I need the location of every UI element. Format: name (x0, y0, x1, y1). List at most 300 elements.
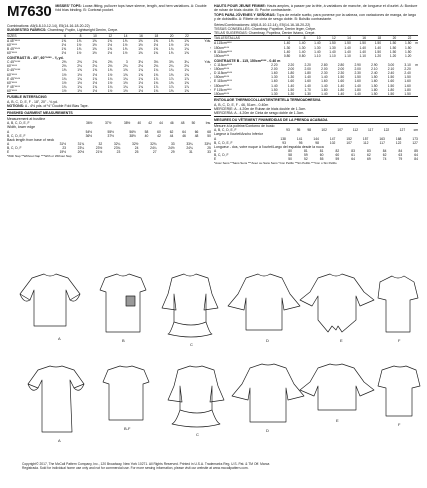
table-cell: 60"**** (7, 64, 17, 69)
table-cell: 2.00 (287, 67, 295, 72)
table-cell: 1.40 (314, 49, 321, 54)
table-cell: 1.80 (304, 71, 311, 76)
table-cell: 1¾ (123, 76, 128, 81)
table-cell: 10 (81, 33, 96, 38)
yardage-table-1 (7, 33, 211, 55)
table-cell: 1.50 (344, 41, 351, 46)
table-cell: 1.40 (374, 45, 382, 50)
table-cell: 80 (288, 149, 292, 154)
nap-note-en: *With Nap **Without Nap ***With or Without Nap (7, 154, 72, 159)
table-cell: A (214, 136, 217, 141)
table-cell: 1½ (107, 72, 113, 77)
table-cell: 102 (321, 128, 327, 133)
table-cell: 62 (169, 129, 174, 134)
table-cell: 60 (319, 153, 324, 158)
table-cell: 138 (280, 136, 286, 141)
view-e-back-drawing (300, 364, 374, 410)
table-cell: 48 (194, 133, 199, 138)
copyright-footer (22, 462, 422, 470)
table-cell: 2.10 (371, 67, 378, 72)
table-cell: 23 (116, 150, 121, 155)
metric-table-1 (214, 35, 418, 57)
back-length-heading: Back length from base of neck (7, 137, 55, 142)
table-cell: 1¾ (92, 76, 98, 81)
table-cell: 1½ (61, 50, 67, 55)
table-cell: 1½ (61, 72, 67, 77)
description-en: MISSES' TOPS: Loose-fitting, pullover tops have sleeve, length, and hem variations. A: Double fold bias binding. B: Contrast pocket. (55, 4, 207, 13)
table-cell: 27 (152, 150, 157, 155)
table-cell: 1⅝ (61, 46, 67, 51)
table-cell: 1½ (92, 88, 98, 93)
table-cell: 1.40 (359, 49, 366, 54)
table-cell: 1⅝ (107, 68, 113, 73)
table-cell: 1½ (123, 88, 128, 93)
table-cell: B 115cm**** (214, 49, 232, 54)
table-cell: 1.50 (329, 41, 336, 46)
table-cell: 55 (319, 157, 324, 162)
contraste-b-label: CONTRASTE B - 115, 150cm**** - 0.40 m (214, 58, 281, 63)
view-label-4: D (266, 338, 269, 343)
table-cell: 127 (412, 140, 418, 145)
table-cell: 2.80 (337, 63, 345, 68)
table-cell: Yds. (204, 60, 211, 65)
table-cell: " (209, 50, 211, 55)
table-cell: 1⅝ (184, 38, 189, 43)
table-cell: 3⅛ (153, 60, 159, 65)
table-cell: 1.20 (374, 53, 382, 58)
table-cell: 1⅝ (138, 38, 143, 43)
table-cell: 3⅛ (138, 60, 144, 65)
view-label-9: C (196, 432, 199, 437)
table-cell: 1.30 (271, 75, 278, 80)
table-cell: 1.60 (304, 79, 311, 84)
table-cell: 31¾ (77, 142, 85, 146)
table-cell: 1.30 (304, 91, 311, 96)
table-cell: 1.80 (321, 87, 328, 92)
table-cell: 32 (98, 142, 103, 146)
table-cell: 8 (66, 33, 81, 38)
table-cell: 150cm**** (214, 75, 230, 80)
table-cell (411, 92, 418, 96)
table-cell: 1⅝ (153, 38, 159, 43)
table-cell: 0.80 (283, 53, 291, 58)
table-cell: 1¾ (61, 76, 67, 81)
table-cell: 48 (180, 121, 185, 126)
table-cell: 1½ (92, 72, 98, 77)
copyright-line-1: Copyright© 2017, The McCall Pattern Company, Inc., 120 Broadway, New York 10271. All Rights Reserved. Printed in U.S.A. Trademarks Reg. U.S. Pat. & TM Off. Marca (22, 462, 270, 466)
table-cell: " (209, 80, 211, 85)
table-cell: 1.50 (389, 45, 397, 50)
table-cell: 1⅝ (153, 88, 159, 93)
table-cell: 1½ (153, 42, 159, 47)
table-cell: 2.20 (287, 63, 295, 68)
view-label-3: C (190, 342, 193, 347)
table-cell: 1½ (76, 50, 82, 55)
table-cell: cm (413, 128, 418, 133)
table-cell: 173 (412, 136, 418, 141)
table-cell: 1½ (107, 50, 113, 55)
table-cell: 1⅝ (123, 68, 128, 73)
table-cell: 1⅝ (138, 50, 143, 55)
table-cell: 1.70 (304, 87, 311, 92)
table-cell: 74 (382, 157, 387, 162)
table-cell: 117 (368, 128, 374, 133)
table-cell: 19½ (59, 150, 66, 155)
technical-drawings (0, 260, 427, 460)
table-cell: F 115cm**** (214, 87, 232, 92)
interfacing-text: A, B, C, D, E, F - 18", 20" - ⅛ yd. (7, 99, 58, 104)
view-label-2: B (122, 338, 125, 343)
table-cell: 1.10 (329, 53, 336, 58)
table-cell: 81 (319, 149, 324, 154)
table-cell: 1.40 (304, 83, 311, 88)
table-cell: 14 (336, 36, 351, 41)
table-cell: 1⅝ (122, 46, 128, 51)
largeur-table (214, 137, 418, 145)
table-cell: 1¾ (123, 84, 128, 89)
table-cell: 2.00 (354, 67, 361, 72)
table-cell: 1.50 (287, 87, 295, 92)
table-cell: 16 (351, 36, 366, 41)
view-label-6: F (398, 338, 401, 343)
longueur-table (214, 149, 418, 161)
yardage-table-2 (7, 60, 211, 93)
table-cell: 18 (366, 36, 381, 41)
table-cell: 1½ (138, 42, 143, 47)
table-cell: 2.20 (304, 63, 311, 68)
view-d-back-drawing (232, 364, 304, 422)
table-cell: 1⅝ (123, 72, 128, 77)
table-cell: 60"**** (7, 50, 17, 55)
table-cell: 37½ (107, 133, 114, 138)
table-cell: 84 (382, 149, 387, 154)
table-cell: 61 (351, 153, 355, 158)
table-cell: 1½ (76, 42, 82, 47)
longueur-heading: Longueur - dos, votre nuque à l'ourlet/Largo del espalda desde la nuca (214, 144, 324, 149)
view-label-8: B-F (124, 426, 131, 431)
table-cell: 122 (383, 128, 390, 133)
table-cell: 23¼ (77, 146, 85, 151)
table-cell: 64 (351, 157, 355, 162)
table-cell: 2⅜ (77, 60, 82, 65)
table-row (7, 89, 211, 93)
table-cell: 1.40 (354, 91, 361, 96)
table-cell: 1⅞ (184, 84, 189, 89)
table-cell: 1⅝ (168, 50, 174, 55)
table-cell: 50 (191, 121, 196, 126)
table-cell: 1.50 (374, 41, 382, 46)
table-cell: 1⅞ (169, 84, 174, 89)
table-cell: 1.40 (359, 45, 366, 50)
table-cell: 1.30 (283, 45, 291, 50)
table-cell: 20½ (77, 150, 85, 155)
table-cell: D 45"**** (7, 68, 21, 73)
table-cell: 1⅝ (168, 38, 174, 43)
table-cell: 20 (381, 36, 396, 41)
entoilage-heading: ENTOILAGE THERMOCOLLANT/ENTRETELA TERMOADHESIVA (214, 98, 321, 103)
table-cell: 1.40 (354, 83, 361, 88)
table-cell: 64 (182, 129, 186, 134)
table-cell: 12 (97, 33, 112, 38)
table-cell: 1.60 (404, 83, 411, 88)
table-cell: 1¾ (184, 68, 189, 73)
table-cell: 32¼ (113, 142, 121, 146)
table-cell: " (209, 84, 211, 89)
view-f-back-drawing (378, 366, 420, 416)
table-cell: 107 (346, 140, 352, 145)
table-cell: 2⅛ (123, 64, 128, 69)
table-cell: 2¼ (169, 64, 174, 69)
table-cell: 62 (382, 153, 387, 158)
table-cell: 1¾ (92, 84, 98, 89)
table-cell: 1.60 (321, 79, 328, 84)
table-cell: 1.40 (298, 41, 306, 46)
table-cell: 29 (170, 150, 175, 155)
view-c-back-drawing (168, 366, 224, 427)
table-cell: 1.50 (271, 87, 278, 92)
table-cell: 21½ (95, 150, 103, 155)
table-cell: 1⅞ (184, 76, 189, 81)
table-cell: 46 (169, 121, 174, 126)
table-cell: 1⅝ (77, 68, 82, 73)
view-label-12: F (398, 422, 401, 427)
table-cell: 1.30 (287, 91, 295, 96)
table-cell: 1.50 (337, 75, 345, 80)
view-d-front-drawing (228, 274, 300, 330)
table-cell: B, C, D, E, F (214, 140, 233, 145)
table-cell: 1¾ (107, 84, 113, 89)
table-cell: 1⅝ (169, 72, 174, 77)
table-cell: 1⅝ (169, 80, 174, 85)
table-cell: 95 (298, 140, 303, 145)
left-column (7, 4, 211, 159)
mercerie: MERCERIE: A - 4.20m de Ruban de biais double de 1.3cm. (214, 106, 307, 111)
combinations-fr-es: Séries/Combinaciones: A5(6-8-10-12-14), E5(14-16-18-20-22) (214, 22, 311, 27)
table-cell: 2.20 (271, 63, 278, 68)
table-cell: 1⅝ (61, 38, 67, 43)
table-cell: 1.40 (321, 91, 328, 96)
table-cell: 63 (398, 153, 403, 158)
table-cell: B, C, D, F (214, 153, 229, 158)
table-cell: 1.40 (314, 41, 321, 46)
table-cell: 1.40 (344, 45, 351, 50)
bust-heading: Measurement at bustline (7, 116, 46, 121)
table-cell: 59 (335, 157, 340, 162)
table-cell: 81 (303, 149, 308, 154)
table-cell: 1⅝ (76, 46, 82, 51)
table-cell: A 115cm**** (214, 41, 232, 46)
table-cell: 1.40 (283, 41, 291, 46)
table-cell: 1.80 (337, 87, 345, 92)
table-cell: 1.50 (404, 41, 412, 46)
table-cell: 40 (137, 121, 142, 126)
table-cell: 60"**** (7, 88, 17, 93)
table-cell: 107 (337, 128, 343, 133)
table-cell: 1.20 (389, 53, 397, 58)
table-cell: 1.10 (314, 53, 321, 58)
table-cell: 38½ (129, 133, 136, 138)
table-cell: 1½ (138, 80, 144, 85)
table-cell: 79 (398, 157, 403, 162)
table-cell: 60"**** (7, 72, 17, 77)
view-label-11: E (336, 418, 339, 423)
table-cell: 1.50 (404, 75, 411, 80)
table-cell: 93 (286, 128, 290, 133)
table-cell: 1.40 (298, 49, 306, 54)
table-cell: 3.10 (404, 63, 411, 68)
table-cell: 2⅜ (61, 60, 67, 65)
table-cell: A (7, 142, 10, 146)
merceria: MERCERÍA: A - 4.20m de Cinta de sesgo doble de 1.3cm. (214, 111, 305, 116)
table-cell: 2⅛ (107, 64, 113, 69)
notions-en: NOTIONS: A - 4½ yds. of ½" Double Fold Bias Tape. (7, 103, 89, 108)
table-cell (411, 54, 418, 58)
table-cell: 2⅛ (61, 64, 67, 69)
table-cell: A, B, C, D, E, F (214, 128, 237, 133)
poitrine-heading: Mesure à la poitrine/Contorno de busto (214, 124, 275, 129)
table-cell: F 45"**** (7, 84, 20, 89)
table-cell: 1¾ (168, 46, 174, 51)
table-cell: 1¾ (61, 84, 67, 89)
entoilage-text: A, B, C, D, E, F - 46, 51cm - 0.40m (214, 102, 269, 107)
table-cell: 22 (174, 33, 189, 38)
table-cell: 1½ (138, 88, 144, 93)
table-cell: 33 (207, 150, 211, 155)
table-cell: 1⅝ (153, 50, 159, 55)
table-cell: 1.80 (354, 87, 361, 92)
table-cell: 44 (169, 133, 174, 138)
table-cell: 33 (170, 142, 175, 146)
table-cell: 1⅝ (169, 88, 174, 93)
table-cell: 1.60 (287, 79, 295, 84)
largeur-heading: Largeur à l'ourlet/Ancho Inferior (214, 132, 263, 137)
table-cell: 150cm**** (214, 45, 230, 50)
table-cell: 1¾ (77, 84, 82, 89)
table-cell: 1.40 (329, 49, 336, 54)
table-cell: " (209, 68, 211, 73)
table-cell: 1½ (92, 50, 97, 55)
table-cell: 1.50 (387, 91, 395, 96)
table-cell: 0.80 (298, 53, 306, 58)
table-cell: 1⅝ (184, 80, 189, 85)
table-cell: 150cm**** (214, 67, 230, 72)
table-cell: 38½ (123, 121, 131, 126)
metric-table-2 (214, 63, 418, 96)
table-cell: 122 (395, 140, 402, 145)
table-cell: 2.00 (271, 67, 278, 72)
table-cell: 1.50 (371, 83, 378, 88)
table-cell: 25 (207, 146, 211, 151)
table-cell: 50 (288, 157, 292, 162)
table-cell: 2.90 (371, 63, 378, 68)
table-cell: 1.50 (387, 83, 395, 88)
table-cell: 85 (414, 149, 418, 154)
table-cell: 83 (366, 149, 371, 154)
table-cell: 54½ (85, 129, 93, 134)
table-cell: 2⅛ (92, 64, 98, 69)
table-cell: 2.00 (337, 67, 345, 72)
table-cell: 46 (182, 133, 186, 138)
width-heading: Width, lower edge (7, 125, 36, 130)
view-f-front-drawing (378, 276, 418, 332)
table-cell: 1.50 (354, 75, 361, 80)
table-cell: 102 (329, 140, 336, 145)
table-cell: 1¾ (138, 84, 144, 89)
table-cell: 163 (379, 136, 385, 141)
table-cell: 127 (399, 128, 406, 133)
table-cell: 1.50 (389, 41, 397, 46)
table-cell: 1⅝ (76, 38, 82, 43)
table-cell: " (209, 88, 211, 93)
table-cell: 42 (157, 133, 161, 138)
table-cell: 1.40 (344, 49, 351, 54)
table-cell: SIZES (7, 33, 51, 38)
mesures-heading: MESURES DU VÊTEMENT FINI/MEDIDAS DE LA PRENDA ACABADA (214, 117, 328, 122)
table-cell: 112 (363, 140, 369, 145)
table-cell: 1.50 (359, 41, 366, 46)
table-cell: 1¾ (138, 76, 144, 81)
back-length-table (7, 142, 211, 154)
table-cell: 1.50 (404, 45, 412, 50)
table-cell: 1½ (122, 50, 128, 55)
finished-measurements-heading: FINISHED GARMENT MEASUREMENTS (7, 110, 73, 115)
table-cell: E (7, 150, 10, 155)
table-cell: 1¾ (77, 76, 82, 81)
table-cell: 1½ (61, 88, 67, 93)
table-cell: B, C, D, F (7, 146, 22, 151)
table-cell: 33½ (204, 142, 211, 146)
table-cell: 2⅛ (77, 64, 82, 69)
table-cell: 1⅝ (92, 46, 97, 51)
table-cell: 1⅝ (184, 72, 189, 77)
table-cell: 1.30 (298, 45, 306, 50)
view-label-7: A (58, 438, 61, 443)
table-cell: 60"**** (7, 42, 17, 47)
table-cell: 1⅝ (138, 46, 143, 51)
table-cell: 1⅝ (153, 46, 159, 51)
table-cell: 62 (366, 153, 371, 158)
table-cell: 8 (290, 36, 305, 41)
combinations-en: Combinations: A5(6-8-10-12-14), E5(14-16-18-20-22) (7, 24, 90, 28)
table-cell: 147 (329, 136, 336, 141)
table-cell: 1¾ (107, 76, 113, 81)
view-a-back-drawing (28, 366, 84, 432)
table-cell: 12 (321, 36, 336, 41)
contrast-b-label: CONTRAST B - 45", 60"**** - ⅜ yd. (7, 55, 64, 60)
table-cell: C 45"**** (7, 60, 21, 65)
table-cell: 1⅝ (92, 38, 97, 43)
table-cell: 2⅜ (92, 60, 98, 65)
table-cell: " (209, 72, 211, 77)
table-cell: 24 (134, 146, 139, 151)
table-cell: 1.50 (374, 49, 382, 54)
table-cell: 1¾ (184, 46, 189, 51)
table-cell: 84 (398, 149, 403, 154)
table-cell: 1½ (92, 80, 98, 85)
table-cell: 152 (346, 136, 352, 141)
table-cell: 1.60 (371, 79, 378, 84)
table-cell: A (7, 129, 10, 134)
table-cell: 1½ (77, 80, 82, 85)
table-cell: 1⅝ (107, 38, 113, 43)
table-cell: 1⅝ (184, 50, 189, 55)
table-cell: 1.30 (314, 45, 321, 50)
table-cell: 1.50 (371, 75, 378, 80)
line-drawings-svg (0, 260, 427, 460)
pattern-code: M7630 (7, 3, 52, 20)
table-cell: 2.80 (321, 63, 328, 68)
table-cell: 1.20 (404, 53, 412, 58)
